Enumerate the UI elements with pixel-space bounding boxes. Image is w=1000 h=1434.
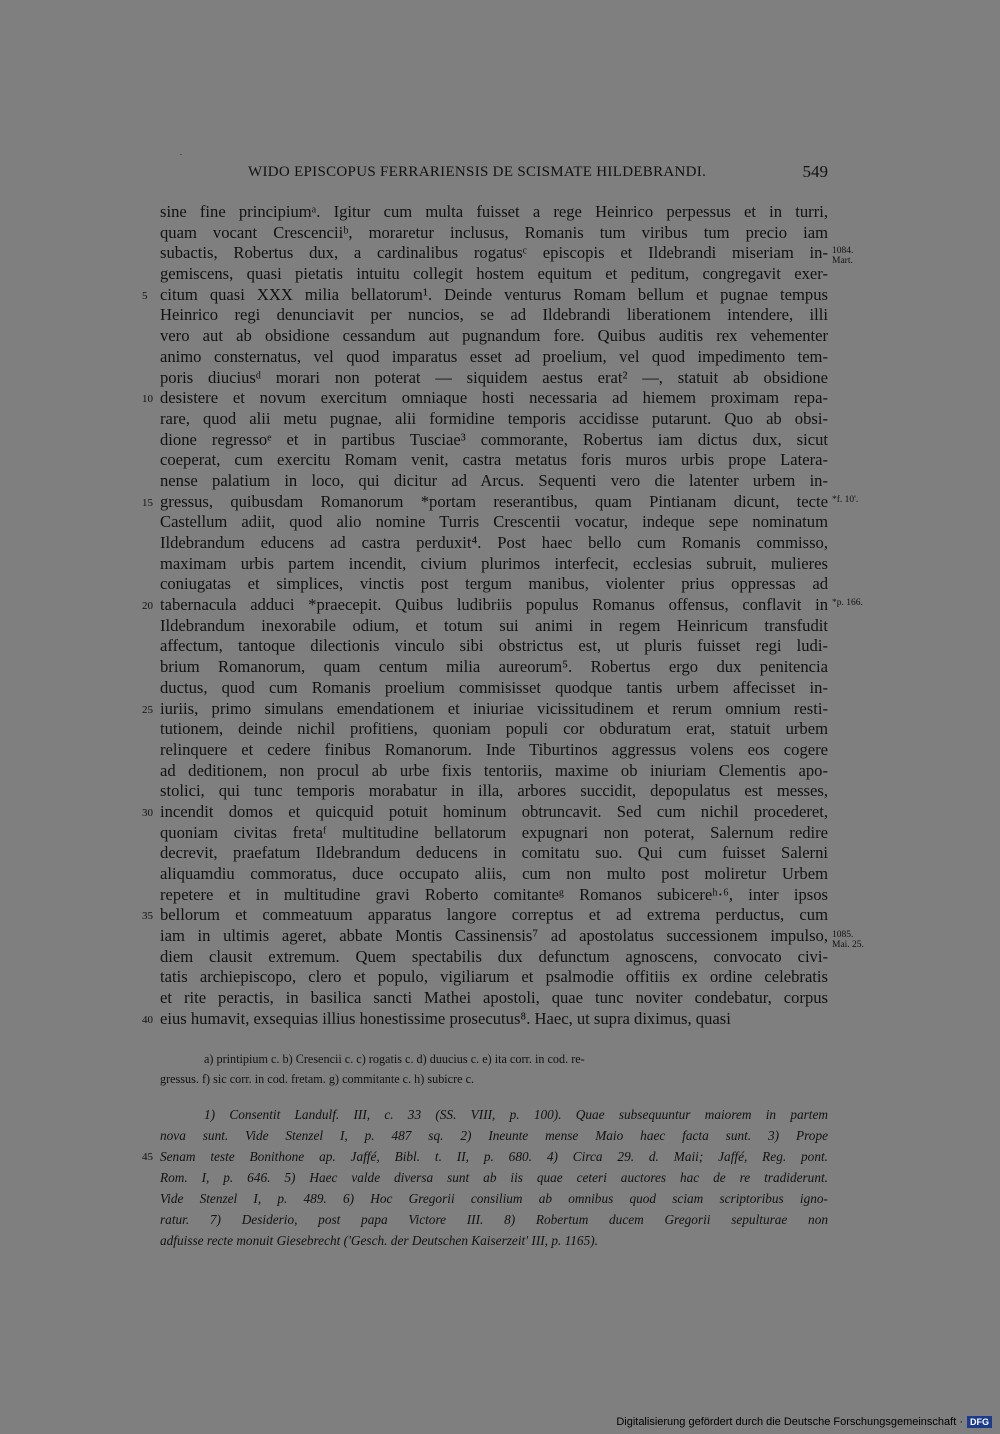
footnotes [142,1104,828,1251]
text-line [142,801,828,823]
dfg-logo: DFG [967,1416,992,1428]
text-line-content: sine fine principiumᵃ. Igitur cum multa fuisset a rege Heinrico perpessus et in turri, [160,202,828,221]
text-line-content: citum quasi XXX milia bellatorum¹. Deinde venturus Romam bellum et pugnae tempus [160,284,828,304]
text-line-content: affectum, tantoque dilectionis vinculo sibi obstrictus est, ut pluris fuisset regi ludi- [160,636,828,656]
text-line-content: diem clausit extremum. Quem spectabilis dux defunctum agnoscens, convocato civi- [160,946,828,966]
text-line [160,616,828,637]
text-line-content: Ildebrandum educens ad castra perduxit⁴. Post haec bello cum Romanis commisso, [160,533,828,552]
text-line [160,305,828,326]
text-line [142,905,828,926]
line-number: 10 [142,393,153,406]
text-line-content: et rite peractis, in basilica sancti Mathei apostoli, quae tunc noviter condebatur, corpus [160,988,828,1008]
text-line [142,698,828,720]
text-line-content: incendit domos et quicquid potuit hominum obtruncavit. Sed cum nichil procederet, [160,801,828,821]
footnote-line-content: Senam teste Bonithone ap. Jaffé, Bibl. t. II, p. 680. 4) Circa 29. d. Maii; Jaffé, Reg. pont. [160,1149,828,1164]
line-number: 40 [142,1013,153,1026]
footnote-line [160,1188,828,1209]
text-line [160,947,828,968]
footnote-line-content: 1) Consentit Landulf. III, c. 33 (SS. VIII, p. 100). Quae subsequuntur maiorem in partem [204,1107,828,1122]
header-title: WIDO EPISCOPUS FERRARIENSIS DE SCISMATE HILDEBRANDI. [248,164,707,180]
text-line-content: dione regressoᵉ et in partibus Tusciae³ commorante, Robertus iam dictus dux, sicut [160,429,828,449]
text-line [160,471,828,492]
text-line [160,430,828,451]
text-line [142,388,828,409]
text-line [160,512,828,533]
text-line-content: repetere et in multitudine gravi Roberto comitanteᵍ Romanos subicereʰ·⁶, inter ipsos [160,884,828,904]
line-number: 15 [142,496,153,509]
line-number: 45 [142,1151,153,1163]
text-line-content: Castellum adiit, quod alio nomine Turris Crescentii vocatur, indeque sepe nominatum [160,512,828,532]
text-line-content: subactis, Robertus dux, a cardinalibus rogatusᶜ episcopis et Ildebrandi miseriam in- [160,243,828,263]
text-line [142,595,828,616]
text-line [160,450,828,471]
text-line [142,1008,828,1030]
text-line-content: stolici, qui tunc temporis morabatur in illa, arbores succidit, depopulatus est messes, [160,781,828,801]
text-line-content: tabernacula adduci *praecepit. Quibus ludibriis populus Romanus offensus, conflavit in [160,595,828,615]
text-line-content: bellorum et commeatuum apparatus langore correptus et ad extrema perductus, cum [160,905,828,925]
text-line [142,491,828,513]
text-line-content: gressus, quibusdam Romanorum *portam reserantibus, quam Pintianam dicunt, tecte [160,491,828,511]
apparatus-line: gressus. f) sic corr. in cod. fretam. g) commitante c. h) subicre c. [160,1072,475,1086]
text-line-content: rare, quod alii metu pugnae, alii formidine temporis accidisse putarunt. Quo ab obsi- [160,408,828,428]
text-line-content: poris diuciusᵈ morari non poterat — siquidem aestus erat² —, statuit ab obsidione [160,367,828,387]
text-line-content: coeperat, cum exercitu Romam venit, castra metatus foris muros urbis prope Latera- [160,450,828,470]
text-line [160,347,828,368]
footnote-line-content: Vide Stenzel I, p. 489. 6) Hoc Gregorii consilium ab omnibus quod sciam scriptoribus igno- [160,1191,828,1206]
text-line-content: eius humavit, exsequias illius honestissime prosecutus⁸. Haec, ut supra diximus, quasi [160,1008,731,1028]
text-line-content: animo consternatus, vel quod imparatus esset ad proelium, vel quod impedimento tem- [160,346,828,366]
text-line [160,223,828,244]
text-line [160,781,828,802]
margin-note-line: *p. 166. [832,598,863,609]
line-number: 5 [142,289,148,302]
text-line [160,885,828,906]
text-line-content: aliquamdiu commoratus, duce occupato aliis, cum non multo post moliretur Urbem [160,864,828,883]
text-line [160,823,828,844]
margin-note-sub: Mai. 25. [832,939,864,950]
text-line-content: ductus, quod cum Romanis proelium commisisset quodque tantis urbem affecisset in- [160,677,828,697]
text-line-content: ad deditionem, non procul ab urbe fixis tentoriis, maxime ob iniuriam Clementis apo- [160,760,828,780]
text-line [160,926,828,947]
text-line-content: quam vocant Crescenciiᵇ, moraretur inclusus, Romanis tum viribus tum precio iam [160,222,828,242]
margin-note-line: *f. 10'. [832,494,859,505]
text-line-content: brium Romanorum, quam centum milia aureorum⁵. Robertus ergo dux penitencia [160,657,828,677]
scan-speck [180,154,182,155]
text-line-content: relinquere et cedere finibus Romanorum. Inde Tiburtinos aggressus volens eos cogere [160,739,828,759]
text-line-content: coniugatas et simplices, vinctis post tergum manibus, violenter prius oppressas ad [160,574,828,594]
text-line [160,678,828,699]
footnote-line [160,1167,828,1188]
text-line [160,761,828,782]
text-line-content: quoniam civitas fretaᶠ multitudine bellatorum expugnari non poterat, Salernum redire [160,822,828,842]
margin-note [832,495,858,505]
page-number: 549 [802,162,828,181]
footnote-line-content: ratur. 7) Desiderio, post papa Victore III. 8) Robertum ducem Gregorii sepulturae non [160,1212,828,1227]
margin-note-line: 1085. [832,929,854,940]
main-text [142,202,864,1030]
margin-note [832,930,864,950]
text-line-content: iam in ultimis ageret, abbate Montis Cassinensis⁷ ad apostolatus successionem impulso, [160,926,828,946]
footnote-line-content: adfuisse recte monuit Giesebrecht ('Gesch. der Deutschen Kaiserzeit' III, p. 1165). [160,1233,598,1248]
text-line [160,409,828,430]
text-line [160,967,828,988]
margin-note-line: 1084. [832,246,854,257]
text-line-content: iuriis, primo simulans emendationem et iniuriae vicissitudinem et rerum omnium resti- [160,698,828,718]
text-line-content: gemiscens, quasi pietatis intuitu collegit hostem equitum et peditum, congregavit exer- [160,264,828,284]
text-line [160,657,828,678]
text-line-content: tutionem, deinde nichil profitiens, quoniam populi cor obduratum erat, statuit urbem [160,719,828,739]
line-number: 20 [142,600,153,613]
critical-apparatus [160,1049,828,1089]
footnote-line [142,1146,828,1167]
footnote-line-content: Rom. I, p. 646. 5) Haec valde diversa sunt ab iis quae ceteri auctores hac de re tradiderunt. [160,1170,828,1185]
apparatus-line: a) printipium c. b) Cresencii c. c) rogatis c. d) duucius c. e) ita corr. in cod. re- [204,1052,585,1066]
text-line-content: tatis archiepiscopo, clero et populo, vigiliarum et psalmodie offitiis ex ordine celebratis [160,967,828,987]
line-number: 35 [142,910,153,923]
running-header [160,164,828,186]
text-line-content: Ildebrandum inexorabile odium, et totum sui animi in regem Heinricum transfudit [160,615,828,635]
footnote-line [160,1125,828,1146]
text-line [160,554,828,575]
text-line [160,368,828,389]
text-line-content: maximam urbis partem incendit, civium plurimos interfecit, ecclesias subruit, mulieres [160,553,828,573]
margin-note [832,246,853,266]
text-line [160,243,828,264]
margin-note-sub: Mart. [832,256,853,267]
footnote-line [160,1104,828,1125]
text-line-content: nense palatium in loco, qui dicitur ad Arcus. Sequenti vero die latenter urbem in- [160,470,828,490]
text-line [160,740,828,761]
footer-text: Digitalisierung gefördert durch die Deutsche Forschungsgemeinschaft · [616,1416,963,1428]
footnote-line [160,1230,828,1251]
text-line [160,326,828,347]
text-line [160,988,828,1009]
text-line [142,284,828,306]
line-number: 30 [142,806,153,819]
text-line-content: Heinrico regi denunciavit per nuncios, se ad Ildebrandi liberationem intendere, illi [160,305,828,325]
text-line [160,574,828,595]
text-line [160,264,828,285]
text-line [160,202,828,223]
text-line [160,719,828,740]
text-line-content: desistere et novum exercitum omniaque hosti necessaria ad hiemem proximam repa- [160,388,828,408]
text-line [160,636,828,657]
text-line [160,533,828,554]
footnote-line-content: nova sunt. Vide Stenzel I, p. 487 sq. 2) Ineunte mense Maio haec facta sunt. 3) Prope [160,1128,828,1143]
text-line-content: vero aut ab obsidione cessandum aut pugnandum fore. Quibus auditis rex vehementer [160,326,828,346]
margin-note [832,598,863,608]
text-line [160,843,828,864]
footnote-line [160,1209,828,1230]
text-line-content: decrevit, praefatum Ildebrandum deducens in comitatu suo. Qui cum fuisset Salerni [160,843,828,863]
footer-credit [616,1414,992,1430]
line-number: 25 [142,703,153,716]
text-line [160,864,828,885]
